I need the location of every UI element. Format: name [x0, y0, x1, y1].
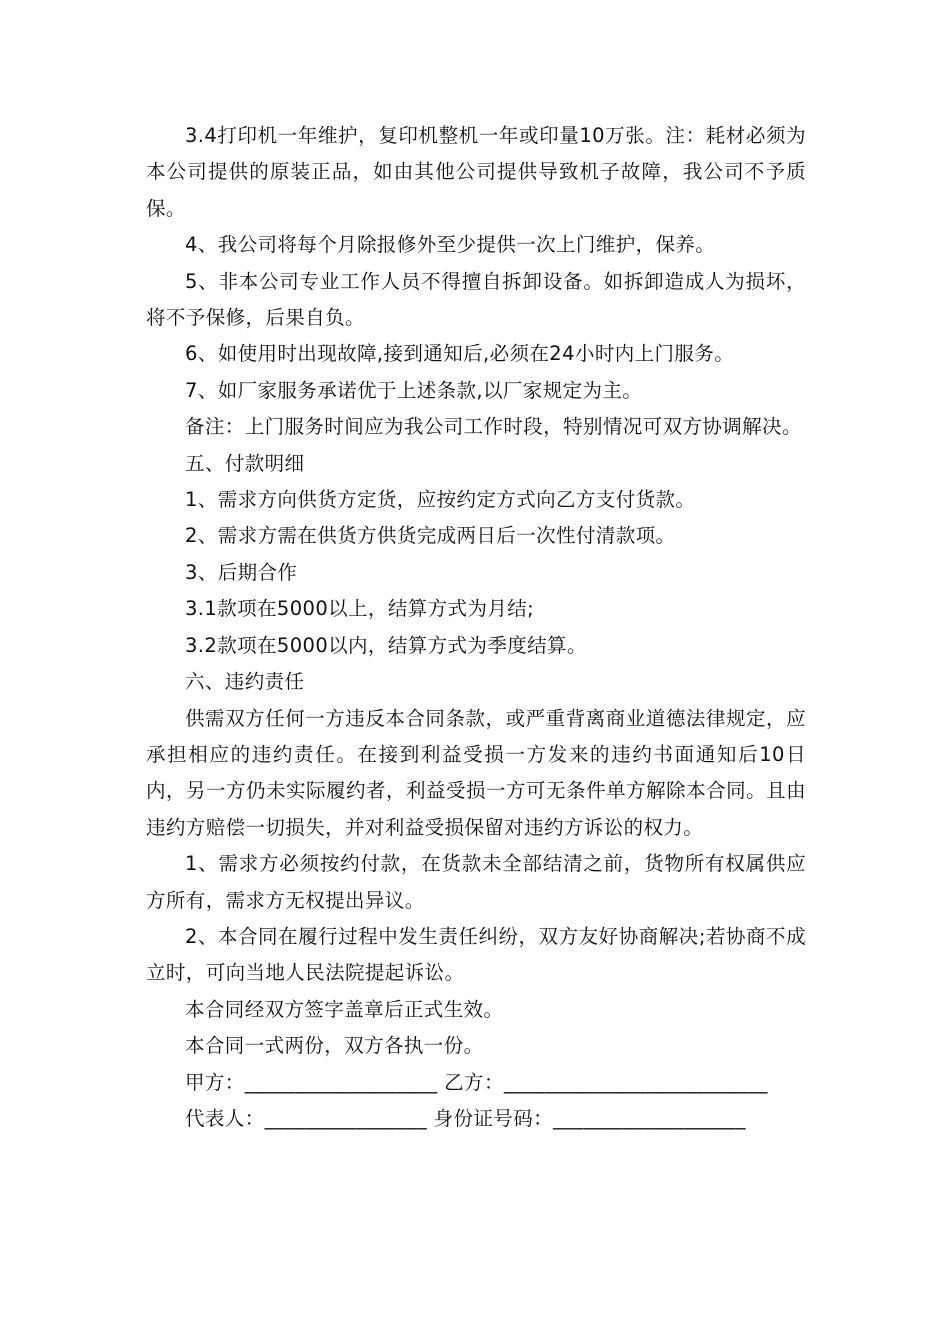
remark: 备注：上门服务时间应为我公司工作时段，特别情况可双方协调解决。 — [185, 415, 802, 439]
clause-5: 5、非本公司专业工作人员不得擅自拆卸设备。如拆卸造成人为损坏，将不予保修，后果自负。 — [146, 269, 806, 330]
document-page — [146, 118, 806, 1137]
signature-representative-line: 代表人：________________ 身份证号码：___________________ — [185, 1106, 746, 1130]
copies-clause: 本合同一式两份，双方各执一份。 — [185, 1034, 484, 1058]
signature-party-line: 甲方：___________________ 乙方：__________________________ — [185, 1070, 768, 1094]
section-heading-payment: 五、付款明细 — [185, 451, 305, 475]
liability-clause-1: 1、需求方必须按约付款，在货款未全部结清之前，货物所有权属供应方所有，需求方无权提出异议。 — [146, 852, 806, 912]
clause-4: 4、我公司将每个月除报修外至少提供一次上门维护，保养。 — [185, 233, 716, 257]
liability-clause-2: 2、本合同在履行过程中发生责任纠纷，双方友好协商解决;若协商不成立时，可向当地人民法院提起诉讼。 — [146, 924, 806, 985]
payment-clause-2: 2、需求方需在供货方供货完成两日后一次性付清款项。 — [185, 524, 676, 548]
clause-6: 6、如使用时出现故障,接到通知后,必须在24小时内上门服务。 — [185, 342, 735, 366]
liability-paragraph: 供需双方任何一方违反本合同条款，或严重背离商业道德法律规定，应承担相应的违约责任。在接到利益受损一方发来的违约书面通知后10日内，另一方仍未实际履约者，利益受损一方可无条件单方解除本合同。且由违约方赔偿一切损失，并对利益受损保留对违约方诉讼的权力。 — [146, 706, 806, 839]
section-heading-liability: 六、违约责任 — [185, 670, 305, 694]
effective-clause: 本合同经双方签字盖章后正式生效。 — [185, 997, 504, 1021]
payment-clause-3-1: 3.1款项在5000以上，结算方式为月结; — [185, 597, 535, 621]
payment-clause-1: 1、需求方向供货方定货，应按约定方式向乙方支付货款。 — [185, 488, 696, 512]
clause-7: 7、如厂家服务承诺优于上述条款,以厂家规定为主。 — [185, 378, 643, 402]
payment-clause-3: 3、后期合作 — [185, 560, 298, 584]
clause-3-4: 3.4打印机一年维护，复印机整机一年或印量10万张。注：耗材必须为本公司提供的原装正品，如由其他公司提供导致机子故障，我公司不予质保。 — [146, 124, 806, 220]
payment-clause-3-2: 3.2款项在5000以内，结算方式为季度结算。 — [185, 633, 587, 657]
